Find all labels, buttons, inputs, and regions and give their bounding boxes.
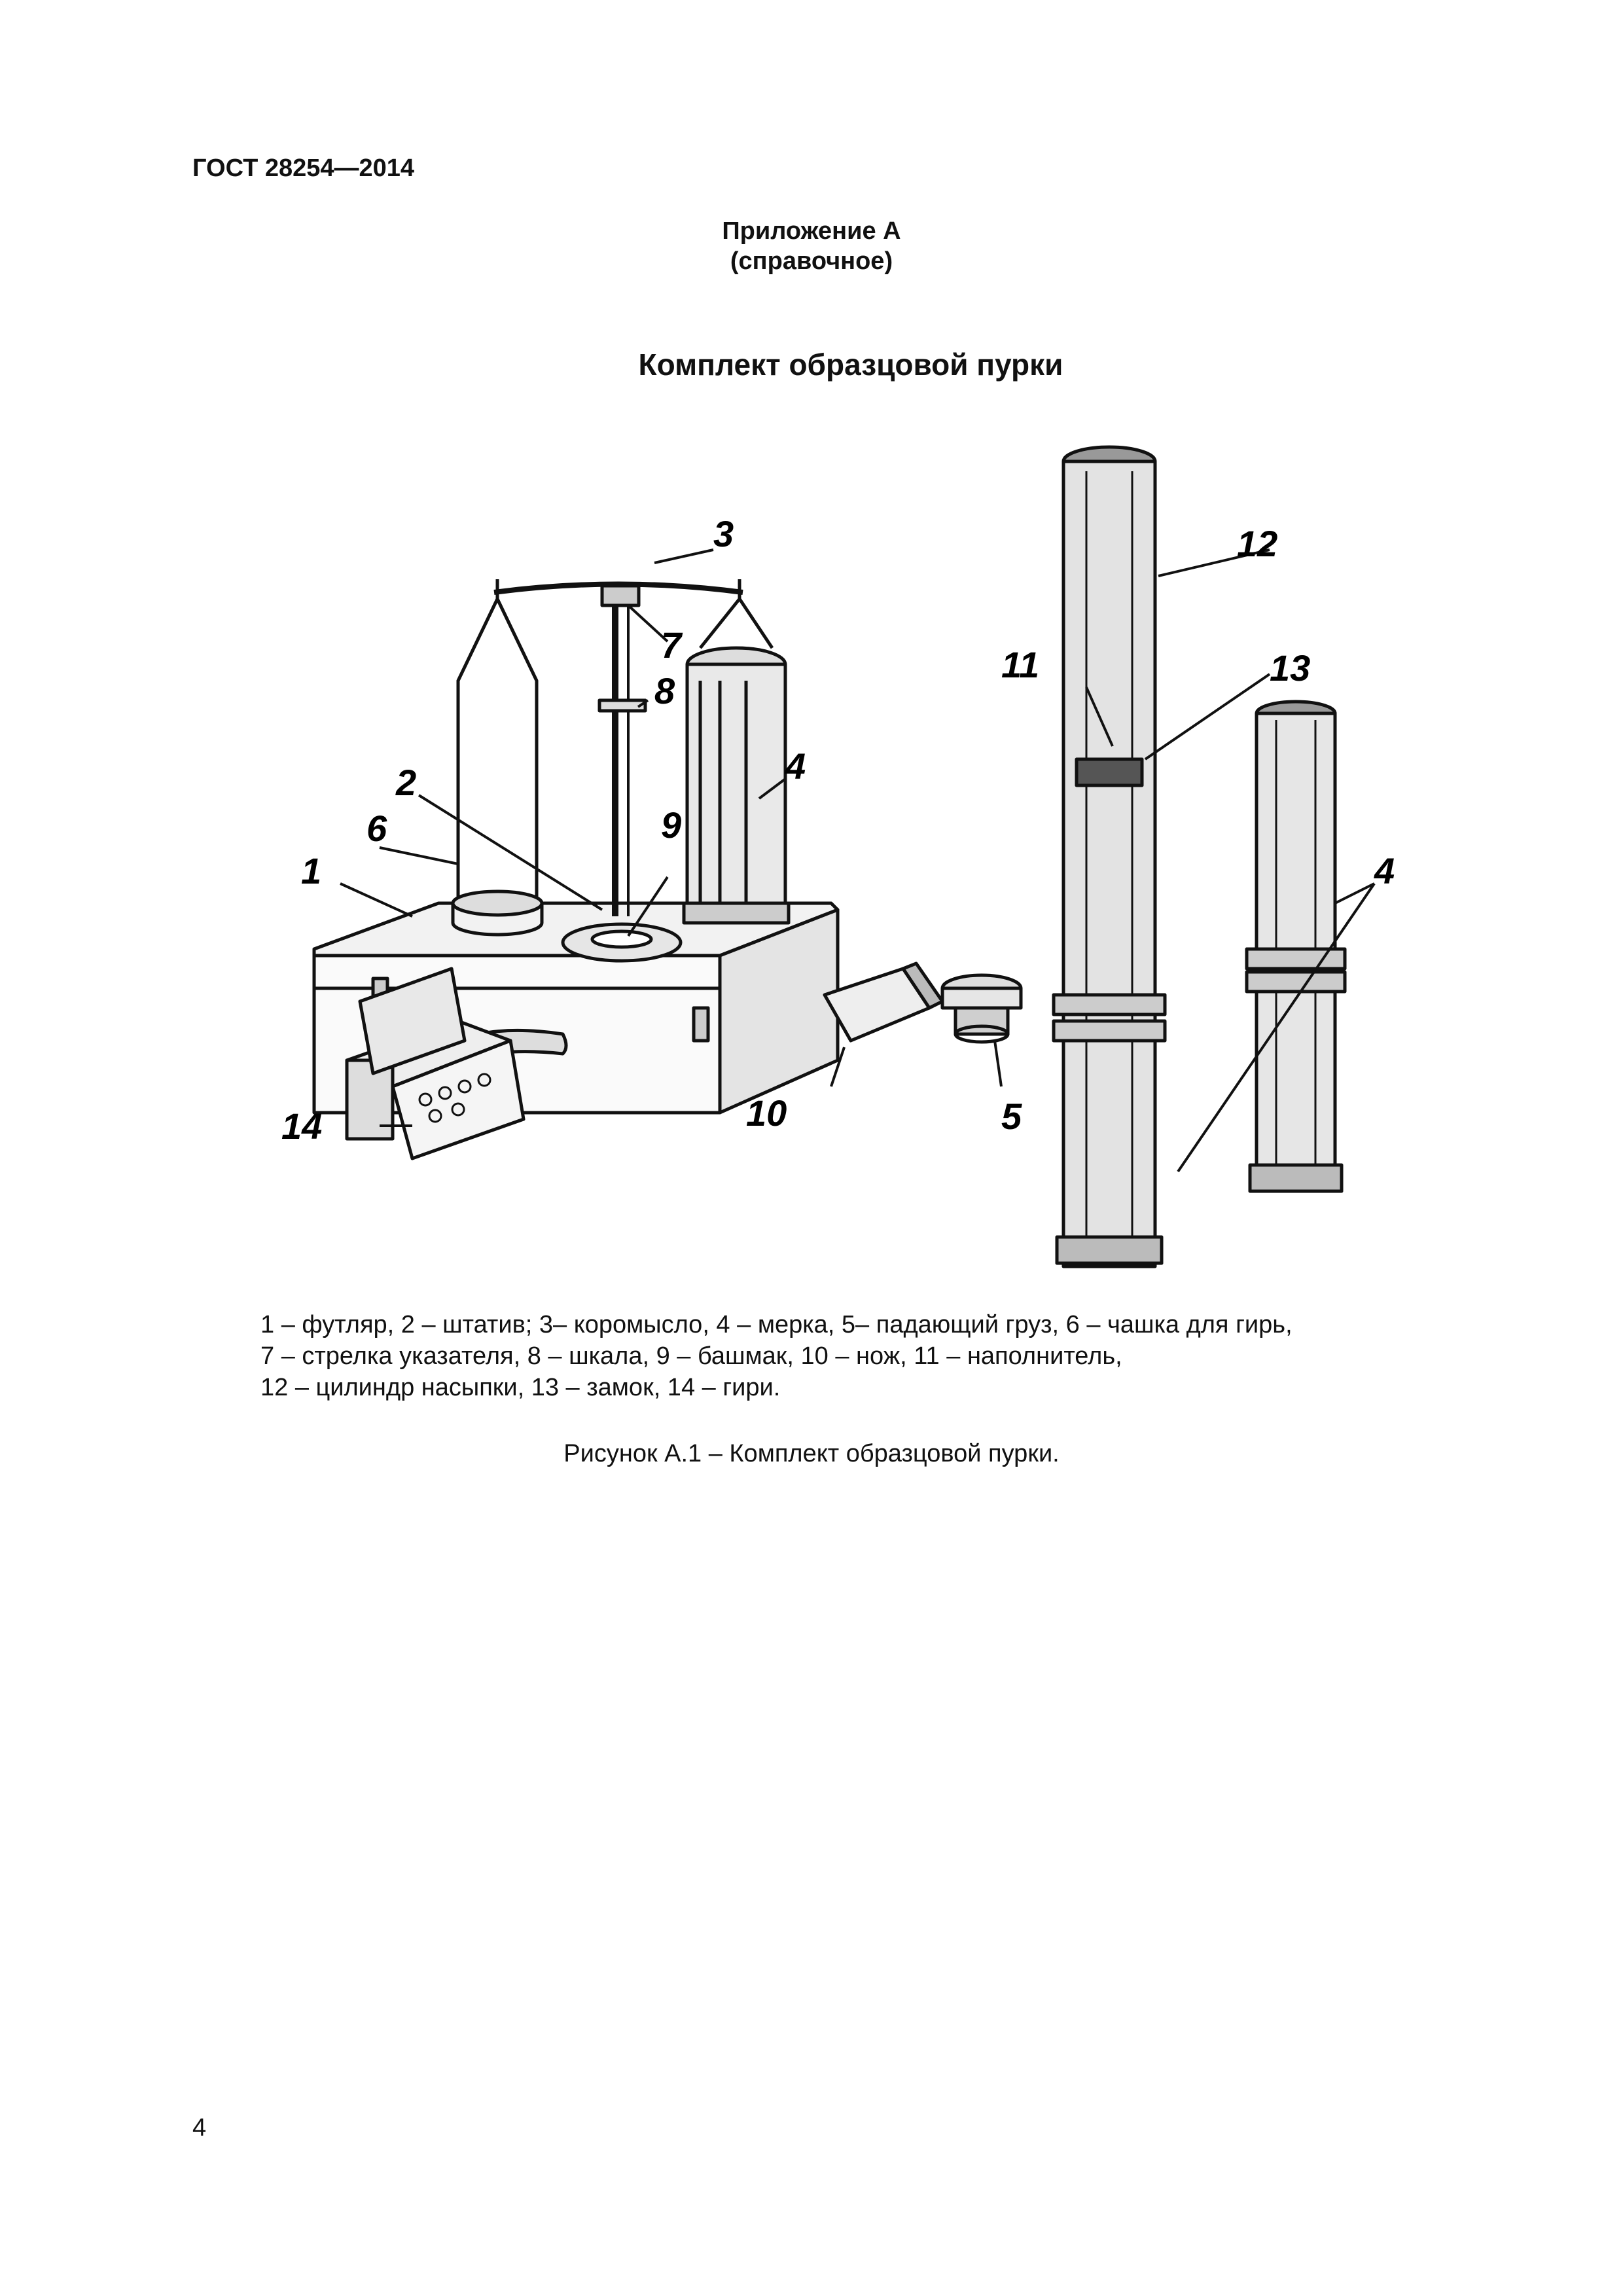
apparatus-illustration bbox=[262, 432, 1479, 1283]
appendix-type: (справочное) bbox=[730, 247, 893, 275]
legend-line: 12 – цилиндр насыпки, 13 – замок, 14 – гири. bbox=[260, 1374, 781, 1401]
callout-11: 11 bbox=[1001, 644, 1040, 685]
page-title: Комплект образцовой пурки bbox=[638, 348, 1063, 382]
page-number: 4 bbox=[192, 2114, 207, 2142]
callout-14: 14 bbox=[281, 1105, 323, 1147]
callout-10: 10 bbox=[746, 1092, 787, 1134]
callout-4-left: 4 bbox=[785, 745, 806, 787]
callout-6: 6 bbox=[366, 808, 387, 849]
shoe-drawing bbox=[563, 924, 681, 961]
figure-caption: Рисунок А.1 – Комплект образцовой пурки. bbox=[563, 1440, 1060, 1467]
callout-1: 1 bbox=[301, 850, 322, 891]
legend-line: 7 – стрелка указателя, 8 – шкала, 9 – башмак, 10 – нож, 11 – наполнитель, bbox=[260, 1342, 1122, 1370]
figure-legend bbox=[260, 1309, 1293, 1403]
callout-3: 3 bbox=[713, 513, 734, 554]
callout-9: 9 bbox=[661, 804, 682, 846]
document-code: ГОСТ 28254—2014 bbox=[192, 154, 415, 182]
callout-4-right: 4 bbox=[1374, 850, 1395, 891]
callout-5: 5 bbox=[1001, 1096, 1022, 1137]
callout-2: 2 bbox=[396, 762, 417, 803]
callout-12: 12 bbox=[1237, 523, 1278, 564]
measure-hanging-drawing bbox=[684, 599, 789, 923]
callout-7: 7 bbox=[661, 624, 682, 666]
cup-drawing bbox=[453, 599, 542, 935]
falling-weight-drawing bbox=[942, 975, 1021, 1042]
appendix-label: Приложение А bbox=[722, 217, 901, 245]
appendix-heading bbox=[59, 216, 1564, 276]
callout-8: 8 bbox=[654, 670, 675, 711]
filling-cylinder-drawing bbox=[1054, 447, 1165, 1266]
legend-line: 1 – футляр, 2 – штатив; 3– коромысло, 4 – мерка, 5– падающий груз, 6 – чашка для гирь, bbox=[260, 1311, 1293, 1338]
knife-drawing bbox=[825, 963, 942, 1041]
callout-13: 13 bbox=[1270, 647, 1311, 689]
